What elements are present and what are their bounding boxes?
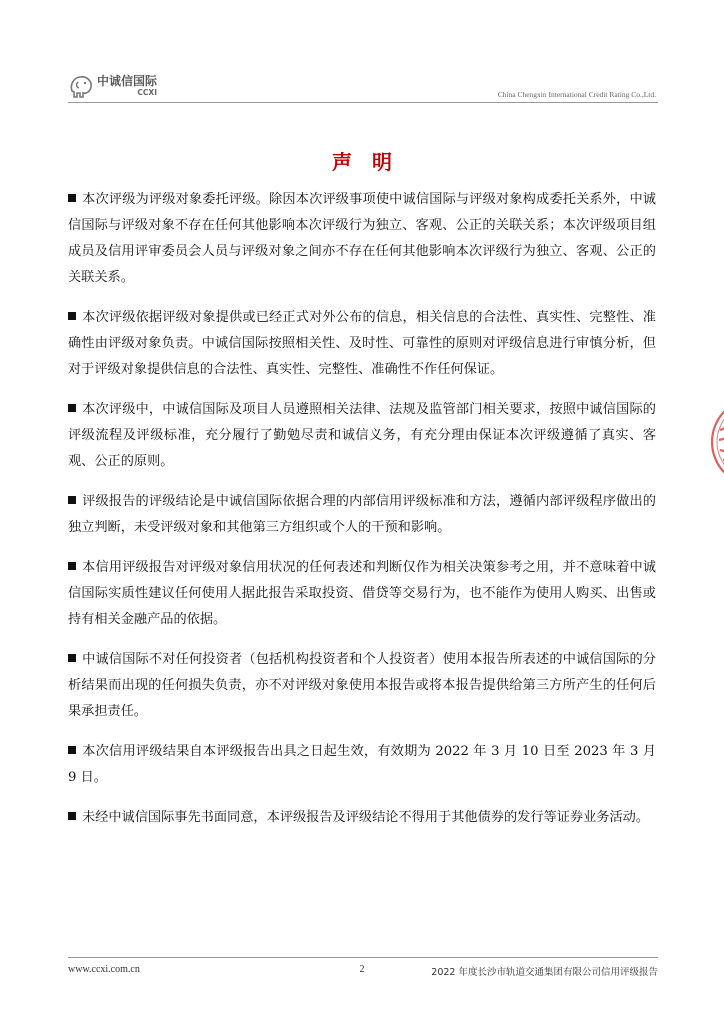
square-bullet-icon — [68, 654, 76, 662]
declaration-paragraph — [68, 805, 656, 831]
paragraph-text: 评级报告的评级结论是中诚信国际依据合理的内部信用评级标准和方法，遵循内部评级程序做出的独立判断，未受评级对象和其他第三方组织或个人的干预和影响。 — [68, 494, 656, 535]
paragraph-text: 未经中诚信国际事先书面同意，本评级报告及评级结论不得用于其他债券的发行等证券业务活动。 — [82, 810, 650, 825]
logo-english-abbr: CCXI — [137, 88, 158, 98]
footer-website: www.ccxi.com.cn — [68, 964, 140, 975]
page-title: 声明 — [332, 150, 412, 174]
paragraph-text: 本信用评级报告对评级对象信用状况的任何表述和判断仅作为相关决策参考之用，并不意味着中诚信国际实质性建议任何使用人据此报告采取投资、借贷等交易行为，也不能作为使用人购买、出售或持有相关金融产品的依据。 — [68, 560, 656, 627]
page-header — [68, 70, 658, 104]
elephant-logo-icon — [68, 73, 94, 99]
square-bullet-icon — [68, 312, 76, 320]
footer-rule — [68, 957, 658, 958]
paragraph-text: 本次评级依据评级对象提供或已经正式对外公布的信息，相关信息的合法性、真实性、完整性、准确性由评级对象负责。中诚信国际按照相关性、及时性、可靠性的原则对评级信息进行审慎分析，但对于评级对象提供信息的合法性、真实性、完整性、准确性不作任何保证。 — [68, 310, 656, 377]
declaration-paragraph — [68, 555, 656, 633]
declaration-paragraph — [68, 397, 656, 475]
square-bullet-icon — [68, 194, 76, 202]
page-number: 2 — [359, 964, 365, 975]
paragraph-text: 本次信用评级结果自本评级报告出具之日起生效，有效期为 2022 年 3 月 10 日至 2023 年 3 月 9 日。 — [68, 744, 656, 785]
footer-report-title: 2022 年度长沙市轨道交通集团有限公司信用评级报告 — [431, 967, 658, 978]
declaration-paragraph — [68, 489, 656, 541]
declaration-body — [68, 187, 656, 845]
declaration-paragraph — [68, 187, 656, 291]
square-bullet-icon — [68, 404, 76, 412]
declaration-paragraph — [68, 739, 656, 791]
company-logo — [68, 70, 157, 102]
paragraph-text: 中诚信国际不对任何投资者（包括机构投资者和个人投资者）使用本报告所表述的中诚信国际的分析结果而出现的任何损失负责，亦不对评级对象使用本报告或将本报告提供给第三方所产生的任何后果承担责任。 — [68, 652, 656, 719]
square-bullet-icon — [68, 746, 76, 754]
square-bullet-icon — [68, 562, 76, 570]
declaration-paragraph — [68, 647, 656, 725]
declaration-paragraph — [68, 305, 656, 383]
paragraph-text: 本次评级为评级对象委托评级。除因本次评级事项使中诚信国际与评级对象构成委托关系外，中诚信国际与评级对象不存在任何其他影响本次评级行为独立、客观、公正的关联关系；本次评级项目组成员及信用评审委员会人员与评级对象之间亦不存在任何其他影响本次评级行为独立、客观、公正的关联关系。 — [68, 192, 656, 285]
header-company-english: China Chengxin International Credit Rating Co.,Ltd. — [497, 90, 656, 99]
logo-chinese-name: 中诚信国际 — [97, 74, 158, 89]
official-seal-stamp-icon — [708, 392, 724, 492]
square-bullet-icon — [68, 496, 76, 504]
square-bullet-icon — [68, 812, 76, 820]
paragraph-text: 本次评级中，中诚信国际及项目人员遵照相关法律、法规及监管部门相关要求，按照中诚信国际的评级流程及评级标准，充分履行了勤勉尽责和诚信义务，有充分理由保证本次评级遵循了真实、客观、公正的原则。 — [68, 402, 656, 469]
header-rule — [68, 102, 658, 103]
